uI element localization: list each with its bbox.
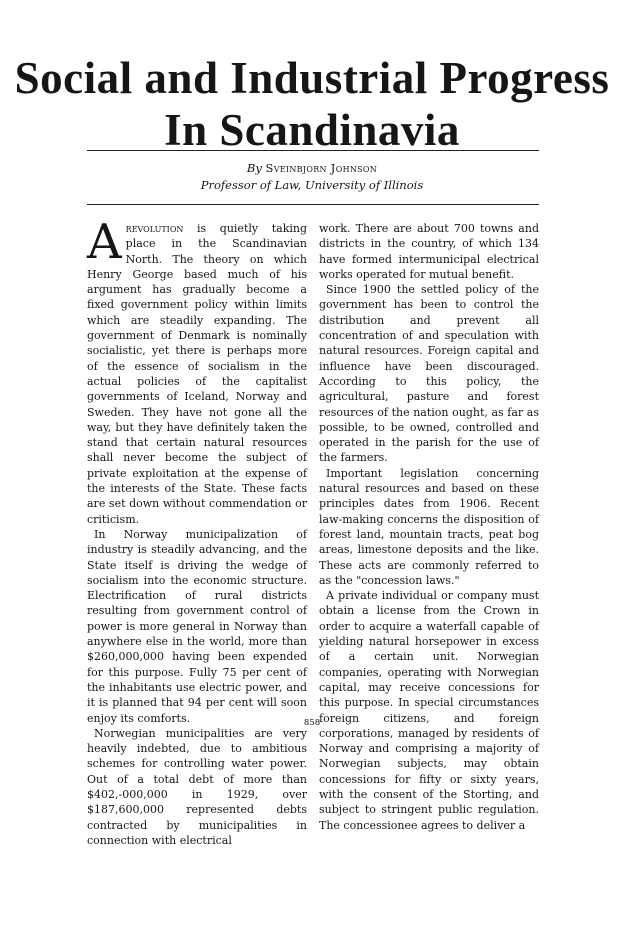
lead-word: revolution	[125, 222, 184, 235]
paragraph: In Norway municipalization of industry is steadily advancing, and the State itself is driving the wedge of socialism into the economic structure. Electrification of rural districts resulting from government control of power is more general in Norway than anywhere else in the world, more than $260,000,000 having been expended for this purpose. Fully 75 per cent of the inhabitants use electric power, and it is planned that 94 per cent will soon enjoy its comforts.	[87, 527, 307, 725]
paragraph	[87, 214, 307, 527]
top-rule	[87, 150, 539, 151]
article-title	[0, 52, 624, 156]
page-number: 858	[303, 718, 321, 728]
byline-prefix: By	[246, 161, 262, 175]
paragraph: Important legislation concerning natural resources and based on these principles dates from 1906. Recent law-making concerns the disposition of forest land, mountain tracts, peat bog areas, limestone deposits and the like. These acts are commonly referred to as the "concession laws."	[319, 466, 539, 587]
paragraph: A private individual or company must obtain a license from the Crown in order to acquire a waterfall capable of yielding natural horsepower in excess of a certain unit. Norwegian companies, operating with Norwegian capital, may receive concessions for this purpose. In special circumstances foreign citizens, and foreign corporations, managed by residents of Norway and comprising a majority of Norwegian subjects, may obtain concessions for fifty or sixty years, with the consent of the Storting, and subject to stringent public regulation. The concessionee agrees to deliver a	[319, 589, 539, 832]
column-left	[87, 214, 307, 848]
title-line-2: In Scandinavia	[164, 105, 460, 155]
byline	[0, 160, 624, 194]
paragraph: Since 1900 the settled policy of the government has been to control the distribution and prevent all concentration of and speculation with natural resources. Foreign capital and influence have been discouraged. According to this policy, the agricultural, pasture and forest resources of the nation ought, as far as possible, to be owned, controlled and operated in the parish for the use of the farmers.	[319, 283, 539, 465]
bottom-rule	[87, 204, 539, 205]
title-line-1: Social and Industrial Progress	[14, 53, 610, 103]
drop-cap: A	[87, 214, 122, 270]
column-right	[319, 221, 539, 833]
paragraph: work. There are about 700 towns and districts in the country, of which 134 have formed intermunicipal electrical works operated for mutual benefit.	[319, 222, 539, 281]
paragraph: Norwegian municipalities are very heavily indebted, due to ambitious schemes for controlling water power. Out of a total debt of more than $402,-000,000 in 1929, over $187,600,000 represented debts contracted by municipalities in connection with electrical	[87, 726, 307, 847]
author-affiliation: Professor of Law, University of Illinois	[200, 178, 424, 192]
paragraph-text: is quietly taking place in the Scandinavian North. The theory on which Henry George based much of his argument has gradually become a fixed government policy within limits which are steadily expanding. The government of Denmark is nominally socialistic, yet there is perhaps more of the essence of socialism in the actual policies of the capitalist governments of Iceland, Norway and Sweden. They have not gone all the way, but they have definitely taken the stand that certain natural resources shall never become the subject of private exploitation at the expense of the interests of the State. These facts are set down without commendation or criticism.	[87, 222, 307, 526]
author-name: Sveinbjorn Johnson	[265, 161, 378, 175]
